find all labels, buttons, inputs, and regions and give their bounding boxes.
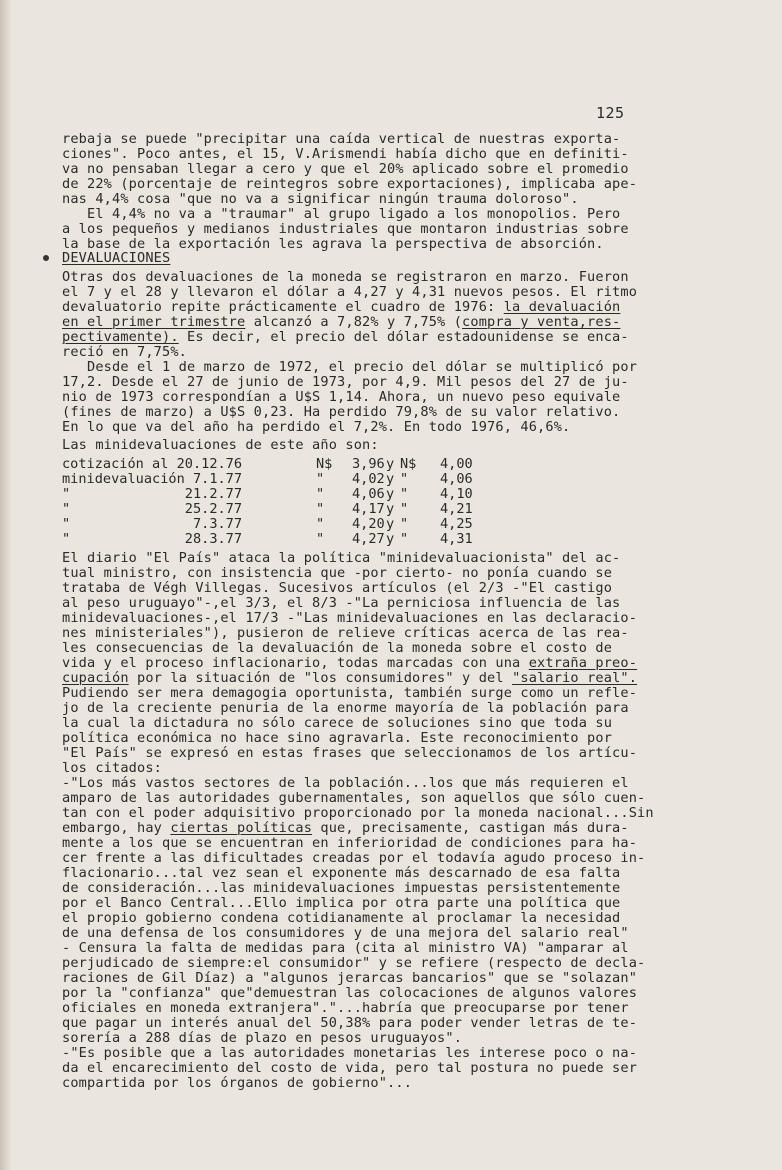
- table-cell-value: 3,96: [352, 456, 385, 472]
- text-line: tan con el poder adquisitivo proporcionado por la moneda nacional...Sin: [62, 805, 654, 821]
- text-line: -"Es posible que a las autoridades monetarias les interese poco o na-: [62, 1045, 638, 1061]
- text-line: de consideración...las minidevaluaciones impuestas persistentemente: [62, 880, 621, 896]
- table-cell-y: y: [386, 501, 395, 517]
- text-span: vida y el proceso inflacionario, todas marcadas con una: [62, 655, 529, 671]
- text-span: embargo, hay: [62, 820, 171, 836]
- table-cell-currency: ": [400, 471, 409, 487]
- table-cell-currency: ": [400, 516, 409, 532]
- table-cell-value: 4,27: [352, 531, 385, 547]
- text-line: rebaja se puede "precipitar una caída vertical de nuestras exporta-: [62, 131, 621, 147]
- table-cell-label: " 7.3.77: [62, 516, 243, 532]
- text-line: jo de la creciente penuria de la enorme mayoría de la población para: [62, 700, 629, 716]
- text-line: da el encarecimiento del costo de vida, pero tal postura no puede ser: [62, 1060, 638, 1076]
- text-span: Es decir, el precio del dólar estadounidense se enca-: [178, 329, 629, 345]
- text-line: Desde el 1 de marzo de 1972, el precio del dólar se multiplicó por: [62, 359, 638, 375]
- page-number: 125: [596, 104, 625, 122]
- text-line: Pudiendo ser mera demagogia oportunista, también surge como un refle-: [62, 685, 638, 701]
- text-line: política económica no hace sino agravarla. Este reconocimiento por: [62, 730, 613, 746]
- table-cell-currency: ": [316, 531, 325, 547]
- underlined-phrase: pectivamente).: [62, 329, 179, 345]
- text-line: nes ministeriales"), pusieron de relieve críticas acerca de las rea-: [62, 625, 629, 641]
- table-cell-value: 4,02: [352, 471, 385, 487]
- text-span: alcanzó a 7,82% y 7,75% (: [245, 314, 463, 330]
- text-line: (fines de marzo) a U$S 0,23. Ha perdido 79,8% de su valor relativo.: [62, 404, 621, 420]
- text-line: de 22% (porcentaje de reintegros sobre exportaciones), implicaba ape-: [62, 176, 638, 192]
- underlined-phrase: compra y venta,res-: [462, 314, 621, 330]
- text-span: por la situación de "los consumidores" y del: [128, 670, 513, 686]
- text-line: nas 4,4% cosa "que no va a significar ningún trauma doloroso".: [62, 191, 579, 207]
- text-line: raciones de Gil Díaz) a "algunos jerarcas bancarios" que se "solazan": [62, 970, 638, 986]
- table-cell-currency: ": [400, 486, 409, 502]
- text-line: [62, 821, 629, 836]
- text-line: amparo de las autoridades gubernamentales, son aquellos que sólo cuen-: [62, 790, 646, 806]
- text-line: Las minidevaluaciones de este año son:: [62, 437, 379, 453]
- text-line: En lo que va del año ha perdido el 7,2%. En todo 1976, 46,6%.: [62, 419, 571, 435]
- underlined-phrase: ciertas políticas: [170, 820, 313, 836]
- text-line: trataba de Végh Villegas. Sucesivos artículos (el 2/3 -"El castigo: [62, 580, 613, 596]
- table-cell-label: " 21.2.77: [62, 486, 243, 502]
- table-cell-value: 4,21: [440, 501, 473, 517]
- text-line: compartida por los órganos de gobierno"...: [62, 1075, 413, 1091]
- text-line: la cual la dictadura no sólo carece de soluciones sino que toda su: [62, 715, 613, 731]
- page-fold-shadow: [0, 0, 12, 1170]
- underlined-phrase: en el primer trimestre: [62, 314, 246, 330]
- section-heading: DEVALUACIONES: [62, 250, 171, 266]
- text-line: al peso uruguayo"-,el 3/3, el 8/3 -"La perniciosa influencia de las: [62, 595, 621, 611]
- text-span: que, precisamente, castigan más dura-: [312, 820, 629, 836]
- table-cell-label: " 28.3.77: [62, 531, 243, 547]
- text-line: minidevaluaciones-,el 17/3 -"Las minidevaluaciones en las declaracio-: [62, 610, 638, 626]
- table-cell-currency: ": [400, 501, 409, 517]
- text-line: por el Banco Central...Ello implica por otra parte una política que: [62, 895, 621, 911]
- text-line: a los pequeños y medianos industriales que montaron industrias sobre: [62, 221, 629, 237]
- table-cell-currency: ": [316, 486, 325, 502]
- text-line: 17,2. Desde el 27 de junio de 1973, por 4,9. Mil pesos del 27 de ju-: [62, 374, 629, 390]
- text-line: -"Los más vastos sectores de la población...los que más requieren el: [62, 775, 629, 791]
- table-cell-currency: ": [316, 471, 325, 487]
- text-line: [62, 315, 620, 330]
- text-line: que pagar un interés anual del 50,38% para poder vender letras de te-: [62, 1015, 638, 1031]
- table-cell-currency: ": [316, 516, 325, 532]
- text-line: [62, 300, 620, 315]
- text-line: El diario "El País" ataca la política "minidevaluacionista" del ac-: [62, 550, 621, 566]
- text-line: El 4,4% no va a "traumar" al grupo ligado a los monopolios. Pero: [62, 206, 621, 222]
- underlined-phrase: la devaluación: [503, 299, 621, 315]
- text-line: va no pensaban llegar a cero y que el 20% aplicado sobre el promedio: [62, 161, 629, 177]
- table-cell-value: 4,06: [440, 471, 473, 487]
- table-cell-currency: N$: [316, 456, 333, 472]
- table-cell-currency: ": [316, 501, 325, 517]
- table-cell-currency: N$: [400, 456, 417, 472]
- text-line: sorería a 288 días de plazo en pesos uruguayos".: [62, 1030, 463, 1046]
- text-line: reció en 7,75%.: [62, 344, 188, 360]
- text-line: Otras dos devaluaciones de la moneda se registraron en marzo. Fueron: [62, 269, 629, 285]
- table-cell-value: 4,25: [440, 516, 473, 532]
- bullet-icon: [43, 255, 49, 261]
- text-line: les consecuencias de la devaluación de la moneda sobre el costo de: [62, 640, 613, 656]
- table-cell-value: 4,10: [440, 486, 473, 502]
- text-line: el propio gobierno condena cotidianamente al proclamar la necesidad: [62, 910, 621, 926]
- table-cell-y: y: [386, 486, 395, 502]
- text-line: la base de la exportación les agrava la perspectiva de absorción.: [62, 236, 604, 252]
- underlined-phrase: cupación: [62, 670, 129, 686]
- text-line: [62, 671, 637, 686]
- text-line: flacionario...tal vez sean el exponente más descarnado de esa falta: [62, 865, 621, 881]
- text-line: oficiales en moneda extranjera"."...habría que preocuparse por tener: [62, 1000, 629, 1016]
- text-line: nio de 1973 correspondían a U$S 1,14. Ahora, un nuevo peso equivale: [62, 389, 621, 405]
- text-span: devaluatorio repite prácticamente el cuadro de 1976:: [62, 299, 504, 315]
- text-line: - Censura la falta de medidas para (cita al ministro VA) "amparar al: [62, 940, 629, 956]
- text-line: mente a los que se encuentran en inferioridad de condiciones para ha-: [62, 835, 638, 851]
- underlined-phrase: "salario real".: [512, 670, 638, 686]
- table-cell-currency: ": [400, 531, 409, 547]
- text-line: de una defensa de los consumidores y de una mejora del salario real": [62, 925, 629, 941]
- text-line: [62, 656, 637, 671]
- text-line: perjudicado de siempre:el consumidor" y se refiere (respecto de decla-: [62, 955, 646, 971]
- text-line: por la "confianza" que"demuestran las colocaciones de algunos valores: [62, 985, 638, 1001]
- table-cell-value: 4,17: [352, 501, 385, 517]
- text-line: el 7 y el 28 y llevaron el dólar a 4,27 y 4,31 nuevos pesos. El ritmo: [62, 284, 638, 300]
- table-cell-label: cotización al 20.12.76: [62, 456, 243, 472]
- table-cell-value: 4,00: [440, 456, 473, 472]
- text-line: "El País" se expresó en estas frases que seleccionamos de los artícu-: [62, 745, 638, 761]
- table-cell-label: " 25.2.77: [62, 501, 243, 517]
- table-cell-value: 4,20: [352, 516, 385, 532]
- table-cell-y: y: [386, 471, 395, 487]
- text-line: ciones". Poco antes, el 15, V.Arismendi había dicho que en definiti-: [62, 146, 629, 162]
- table-cell-y: y: [386, 516, 395, 532]
- text-line: [62, 330, 629, 345]
- table-cell-value: 4,31: [440, 531, 473, 547]
- text-line: cer frente a las dificultades creadas por el todavía agudo proceso in-: [62, 850, 646, 866]
- table-cell-y: y: [386, 531, 395, 547]
- text-line: tual ministro, con insistencia que -por cierto- no ponía cuando se: [62, 565, 613, 581]
- table-cell-label: minidevaluación 7.1.77: [62, 471, 243, 487]
- table-cell-value: 4,06: [352, 486, 385, 502]
- text-line: los citados:: [62, 760, 163, 776]
- underlined-phrase: extraña preo-: [528, 655, 638, 671]
- table-cell-y: y: [386, 456, 395, 472]
